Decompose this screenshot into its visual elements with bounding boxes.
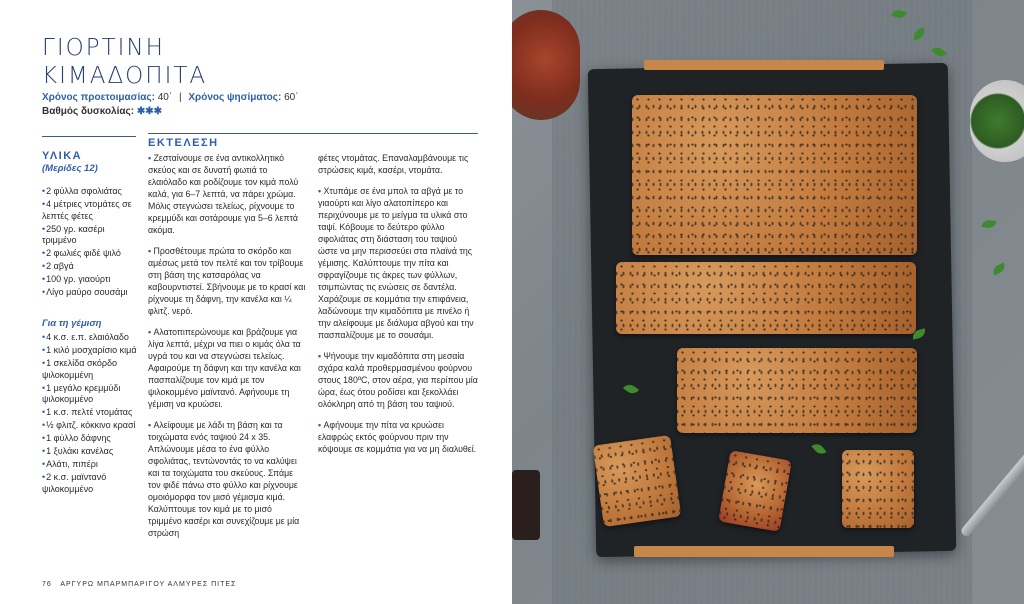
title-line-2: ΚΙΜΑΔΟΠΙΤΑ (42, 63, 208, 89)
filling-list (42, 332, 137, 497)
servings-label: (Μερίδες 12) (42, 163, 98, 174)
bake-time-label: Χρόνος ψησίματος: (188, 92, 282, 103)
prep-time-label: Χρόνος προετοιμασίας: (42, 92, 155, 103)
list-item: • 2 φωλιές φιδέ ψιλό (42, 248, 137, 260)
difficulty-stars-icon: ✱✱✱ (136, 106, 162, 117)
page-footer (42, 581, 236, 588)
pie-strip-1 (616, 262, 916, 334)
wooden-board-edge-bottom (634, 546, 894, 557)
step-paragraph-continued: φέτες ντομάτας. Επαναλαμβάνουμε τις στρώσεις κιμά, κασέρι, ντομάτα. (318, 153, 469, 175)
ingredients-divider (42, 136, 136, 137)
difficulty-info (42, 105, 162, 119)
recipe-title (42, 34, 207, 90)
list-item: • 1 κιλό μοσχαρίσιο κιμά (42, 345, 137, 357)
time-info (42, 91, 299, 105)
filling-heading: Για τη γέμιση (42, 318, 102, 329)
step-paragraph: • Αλείφουμε με λάδι τη βάση και τα τοιχώματα ενός ταψιού 24 x 35. Απλώνουμε μέσα το ένα φύλλο σφολιάτας, τεντώνοντάς το να καλύψει και τα τοιχώματα του σκεύους. Σπάμε τον φιδέ πάνω στο φύλλο και ρίχνουμε ομοιόμορφα τον μισό γέμισμα κιμά. Καλύπτουμε τον κιμά με το μισό τριμμένο κασέρι και συνεχίζουμε με μία στρώση (148, 419, 308, 539)
list-item: • Λίγο μαύρο σουσάμι (42, 287, 137, 299)
step-paragraph: • Ψήνουμε την κιμαδόπιτα στη μεσαία σχάρα καλά προθερμασμένου φούρνου στους 180ºC, στον αέρα, για περίπου μία ώρα, έως ότου ροδίσει και ξεκολλάει ολόκληρη από τη βάση του ταψιού. (318, 350, 478, 410)
chili-flakes-bowl (512, 10, 580, 120)
ingredients-list (42, 186, 137, 300)
list-item: • 1 φύλλο δάφνης (42, 433, 137, 445)
title-line-1: ΓΙΟΡΤΙΝΗ (42, 35, 165, 61)
list-item: • 4 μέτριες ντομάτες σε λεπτές φέτες (42, 199, 137, 222)
wooden-board-edge-top (644, 60, 884, 70)
execution-divider (148, 133, 478, 134)
step-paragraph: • Αφήνουμε την πίτα να κρυώσει ελαφρώς εκτός φούρνου πριν την κόψουμε σε κομμάτια για να μη διαλυθεί. (318, 419, 478, 455)
bake-time-value: 60΄ (284, 92, 299, 103)
ingredients-heading: ΥΛΙΚΑ (42, 150, 83, 162)
parsley-leaf (981, 219, 996, 229)
food-photo (512, 0, 1024, 604)
list-item: • 1 κ.σ. πελτέ ντομάτας (42, 407, 137, 419)
pie-strip-2 (677, 348, 917, 433)
step-paragraph: • Χτυπάμε σε ένα μπολ τα αβγά με το γιαούρτι και λίγο αλατοπίπερο και περιχύνουμε με το μείγμα τα υλικά στο ταψί. Κόβουμε το δεύτερο φύλλο σφολιάτας στη διάσταση του ταψιού ώστε να μην περισσεύει στα πλαϊνά της γέμισης. Καλύπτουμε την πίτα και σφραγίζουμε τις άκρες των φύλλων, τσιμπώντας τις ενώσεις σε δαντέλα. Χαράζουμε σε κομμάτια την επιφάνεια, λαδώνουμε την κιμαδόπιτα με πινέλο ή την αλείφουμε με διάλυμα αβγού και την πασπαλίζουμε με το σουσάμι. (318, 185, 478, 341)
list-item: • Αλάτι, πιπέρι (42, 459, 137, 471)
list-item: • 2 φύλλα σφολιάτας (42, 186, 137, 198)
list-item: • 2 κ.σ. μαϊντανό ψιλοκομμένο (42, 472, 137, 495)
step-paragraph: • Αλατοπιπερώνουμε και βράζουμε για λίγα λεπτά, μέχρι να πιει ο κιμάς όλα τα υγρά του και να στεγνώσει τελείως. Αφαιρούμε τη δάφνη και την κανέλα και πασπαλίζουμε τον κιμά με τον ψιλοκομμένο μαϊντανό. Αφήνουμε τη γέμιση να κρυώσει. (148, 326, 308, 410)
list-item: • 1 σκελίδα σκόρδο ψιλοκομμένη (42, 358, 137, 381)
step-paragraph: • Ζεσταίνουμε σε ένα αντικολλητικό σκεύος και σε δυνατή φωτιά το ελαιόλαδο και ροδίζουμε τον κιμά πολύ καλά, για 6–7 λεπτά, να πάρει χρώμα. Μόλις στεγνώσει τελείως, ρίχνουμε το κρεμμύδι και σοτάρουμε για 5–6 λεπτά ακόμα. (148, 152, 308, 236)
execution-column-2 (318, 152, 478, 464)
pie-square-1 (593, 435, 682, 527)
difficulty-label: Βαθμός δυσκολίας: (42, 106, 135, 117)
list-item: • 1 μεγάλο κρεμμύδι ψιλοκομμένο (42, 383, 137, 406)
list-item: • 2 αβγά (42, 261, 137, 273)
pie-square-3 (842, 450, 914, 528)
list-item: • 250 γρ. κασέρι τριμμένο (42, 224, 137, 247)
wine-bottle (512, 470, 540, 540)
list-item: • 100 γρ. γιαούρτι (42, 274, 137, 286)
page-number: 76 (42, 581, 52, 588)
time-separator: | (178, 92, 182, 103)
prep-time-value: 40΄ (157, 92, 173, 103)
list-item: • 4 κ.σ. ε.π. ελαιόλαδο (42, 332, 137, 344)
book-title: ΑΡΓΥΡΩ ΜΠΑΡΜΠΑΡΙΓΟΥ ΑΛΜΥΡΕΣ ΠΙΤΕΣ (60, 581, 237, 588)
execution-heading: ΕΚΤΕΛΕΣΗ (148, 137, 219, 149)
pie-square-2 (718, 450, 792, 532)
parsley-leaf (991, 262, 1007, 275)
pie-main-piece (632, 95, 917, 255)
step-paragraph: • Προσθέτουμε πρώτα το σκόρδο και αμέσως μετά τον πελτέ και τον τρίβουμε στη βάση της κατσαρόλας να καβουρντιστεί. Σβήνουμε με το κρασί και ρίχνουμε τη δάφνη, την κανέλα και ¼ φλιτζ. νερό. (148, 245, 308, 317)
herbs-bowl (970, 80, 1024, 162)
list-item: • 1 ξυλάκι κανέλας (42, 446, 137, 458)
list-item: • ½ φλιτζ. κόκκινο κρασί (42, 420, 137, 432)
execution-column-1 (148, 152, 308, 548)
